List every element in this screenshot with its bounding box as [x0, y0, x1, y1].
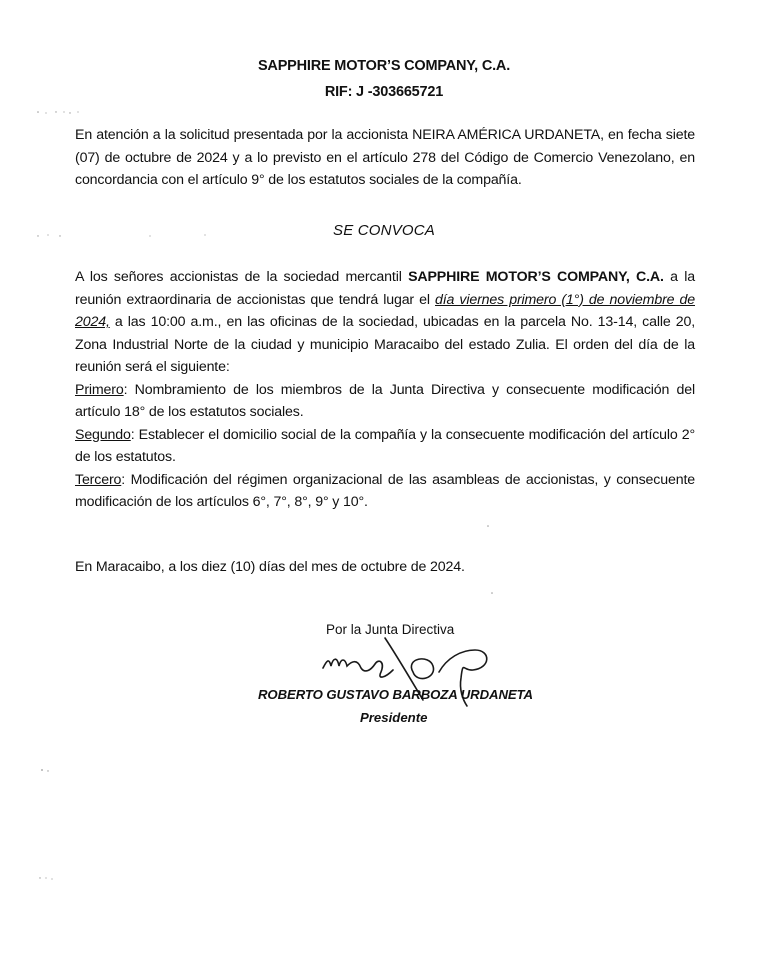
agenda-text: : Nombramiento de los miembros de la Junta Directiva y consecuente modificación del artículo 18° de los estatutos sociales.	[75, 381, 695, 420]
company-name: SAPPHIRE MOTOR’S COMPANY, C.A.	[257, 58, 511, 74]
intro-text-2: , en fecha siete (07) de octubre de 2024 y a lo previsto en el artículo 278 del Código de Comercio Venezolano, en concordancia con el artículo 9° de los estatutos sociales de la compañía.	[75, 127, 696, 188]
signatory-name: ROBERTO GUSTAVO BARBOZA URDANETA	[258, 687, 533, 702]
company-rif: RIF: J -303665721	[324, 84, 444, 100]
agenda-item-tercero	[75, 469, 695, 514]
agenda-label: Tercero	[75, 471, 122, 488]
signatory-role: Presidente	[360, 710, 428, 725]
agenda-text: : Establecer el domicilio social de la compañía y la consecuente modificación del artículo 2° de los estatutos.	[75, 426, 695, 465]
body-text-2: a la reunión extraordinaria de accionistas que tendrá lugar el	[75, 269, 695, 308]
meeting-date: día viernes primero (1°) de noviembre de 2024,	[75, 291, 695, 330]
agenda-label: Segundo	[75, 426, 131, 443]
body-text-1: A los señores accionistas de la sociedad mercantil	[75, 269, 409, 285]
agenda-text: : Modificación del régimen organizacional de las asambleas de accionistas, y consecuente modificación de los artículos 6°, 7°, 8°, 9° y 10°.	[75, 471, 695, 510]
signed-by-label: Por la Junta Directiva	[326, 622, 455, 637]
intro-text-1: En atención a la solicitud presentada por la accionista	[75, 127, 413, 143]
body-company-name: SAPPHIRE MOTOR’S COMPANY, C.A.	[408, 269, 664, 285]
agenda-item-primero	[75, 379, 695, 424]
convocation-title: SE CONVOCA	[332, 222, 436, 239]
shareholder-name: NEIRA AMÉRICA URDANETA	[412, 127, 601, 143]
agenda-item-segundo	[75, 424, 695, 469]
convocation-body	[75, 266, 695, 514]
intro-paragraph	[75, 124, 695, 192]
body-text-3: a las 10:00 a.m., en las oficinas de la sociedad, ubicadas en la parcela No. 13-14, calle 20, Zona Industrial Norte de la ciudad y municipio Maracaibo del estado Zulia. El orden del día de la reunión será el siguiente:	[75, 314, 695, 375]
closing-date-line: En Maracaibo, a los diez (10) días del mes de octubre de 2024.	[75, 559, 465, 575]
agenda-label: Primero	[75, 381, 124, 398]
